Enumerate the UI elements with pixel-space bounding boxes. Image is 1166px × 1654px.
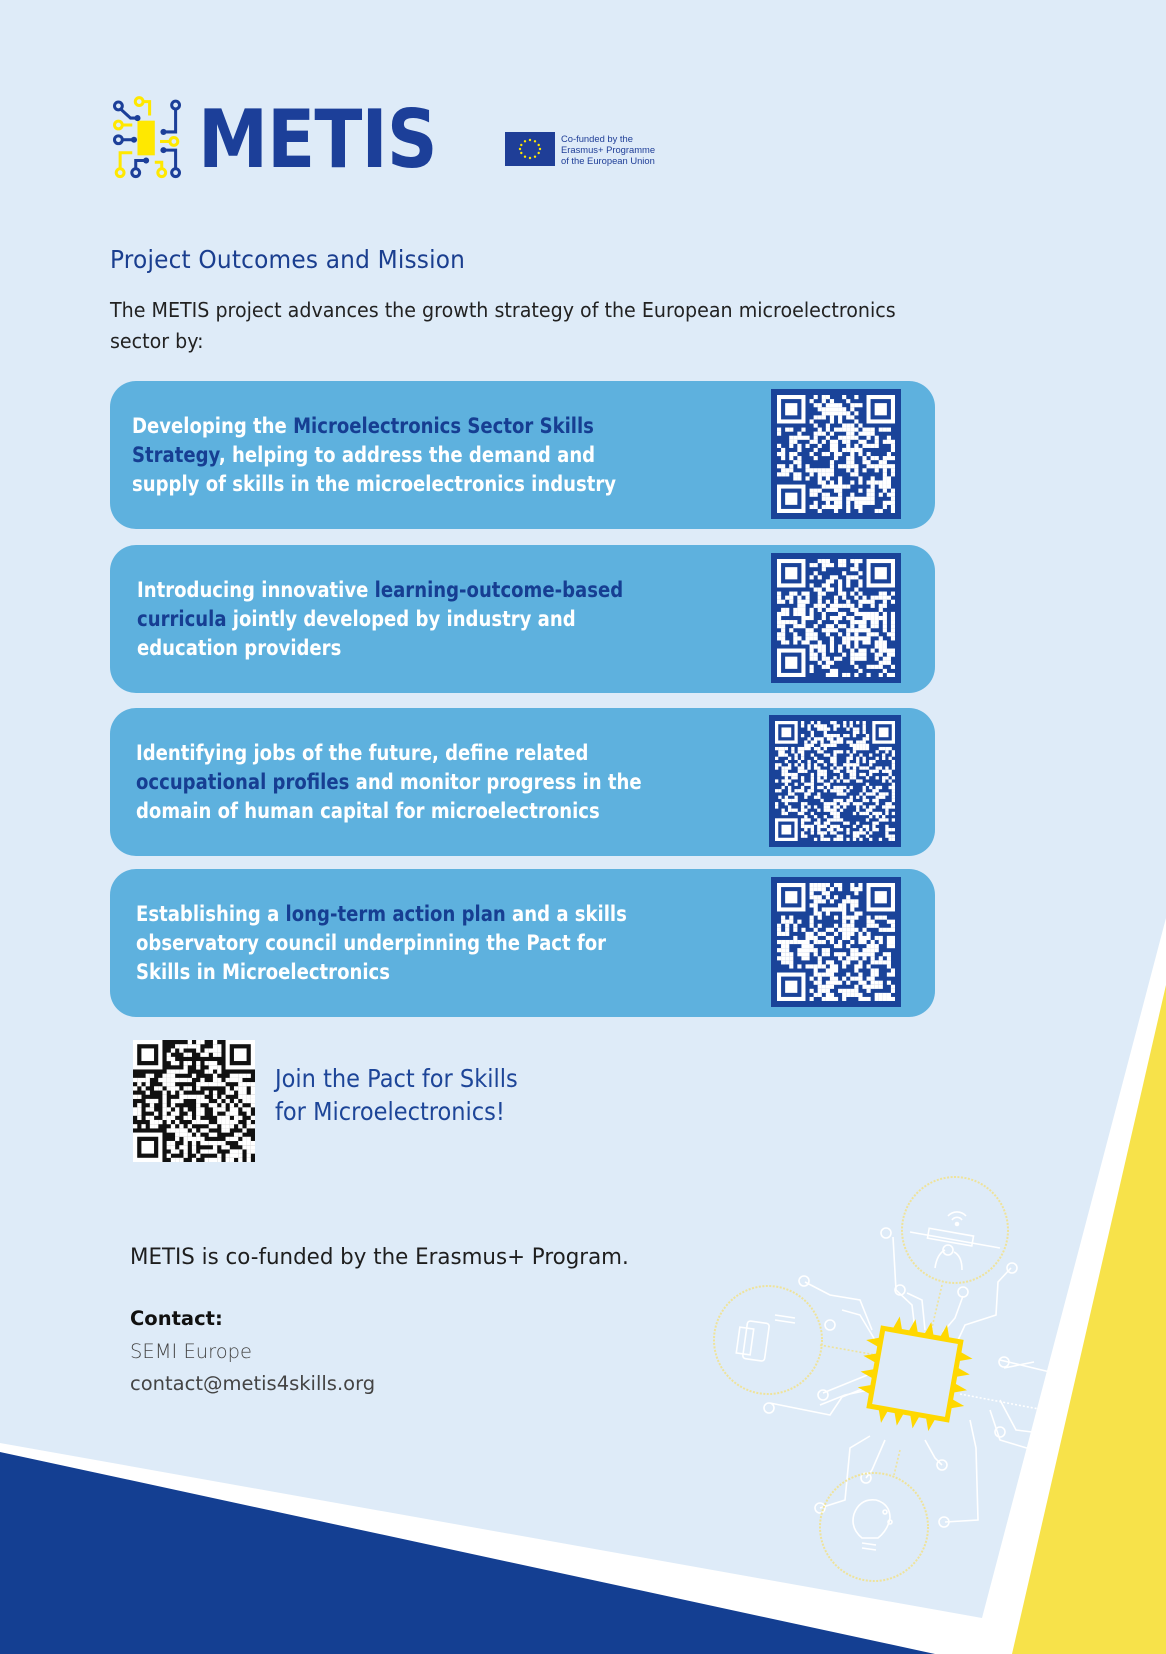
card-text-post: and a skills observatory council underpinning the Pact for Skills in Microelectronics	[136, 901, 627, 984]
card-text-pre: Establishing a	[136, 901, 286, 926]
card-text	[132, 381, 742, 529]
metis-logo-icon	[108, 92, 186, 184]
qr-code-icon[interactable]	[771, 389, 901, 519]
card-text	[136, 708, 746, 856]
card-text-pre: Introducing innovative	[137, 577, 375, 602]
contact-label: Contact:	[130, 1307, 223, 1330]
outcome-card-4	[110, 869, 935, 1017]
contact-email-link[interactable]: contact@metis4skills.org	[130, 1372, 376, 1395]
eu-flag-icon	[505, 132, 555, 166]
join-pact-qr-code-icon[interactable]	[133, 1040, 255, 1162]
card-text	[136, 869, 746, 1017]
card-text-pre: Developing the	[132, 413, 294, 438]
qr-code-icon[interactable]	[771, 877, 901, 1007]
card-highlight: learning-outcome-based curricula	[137, 577, 624, 631]
contact-organization: SEMI Europe	[130, 1340, 253, 1363]
card-text-post: , helping to address the demand and supply of skills in the microelectronics industry	[132, 442, 617, 496]
outcome-card-3	[110, 708, 935, 856]
eu-caption-line: Co-funded by the	[561, 132, 633, 144]
eu-caption-line: of the European Union	[561, 154, 655, 166]
card-text-post: and monitor progress in the domain of human capital for microelectronics	[136, 769, 642, 823]
eu-cofunded-badge	[505, 132, 655, 166]
section-title: Project Outcomes and Mission	[110, 245, 466, 274]
eu-caption	[561, 133, 655, 166]
card-text-post: jointly developed by industry and education providers	[137, 606, 576, 660]
outcome-card-2	[110, 545, 935, 693]
join-line: for Microelectronics!	[275, 1097, 505, 1126]
eu-caption-line: Erasmus+ Programme	[561, 143, 656, 155]
join-pact-cta	[275, 1062, 518, 1128]
card-text-pre: Identifying jobs of the future, define related	[136, 740, 589, 765]
intro-paragraph: The METIS project advances the growth strategy of the European microelectronics sector by:	[110, 298, 896, 353]
qr-code-icon[interactable]	[771, 553, 901, 683]
card-highlight: Microelectronics Sector Skills Strategy	[132, 413, 594, 467]
cofunded-statement: METIS is co-funded by the Erasmus+ Program.	[130, 1244, 629, 1270]
card-highlight: long-term action plan	[285, 901, 506, 926]
card-highlight: occupational profiles	[136, 769, 350, 794]
join-line: Join the Pact for Skills	[275, 1064, 518, 1093]
qr-code-icon[interactable]	[769, 715, 901, 847]
metis-logo-text: METIS	[198, 93, 437, 186]
card-text	[137, 545, 747, 693]
outcome-card-1	[110, 381, 935, 529]
